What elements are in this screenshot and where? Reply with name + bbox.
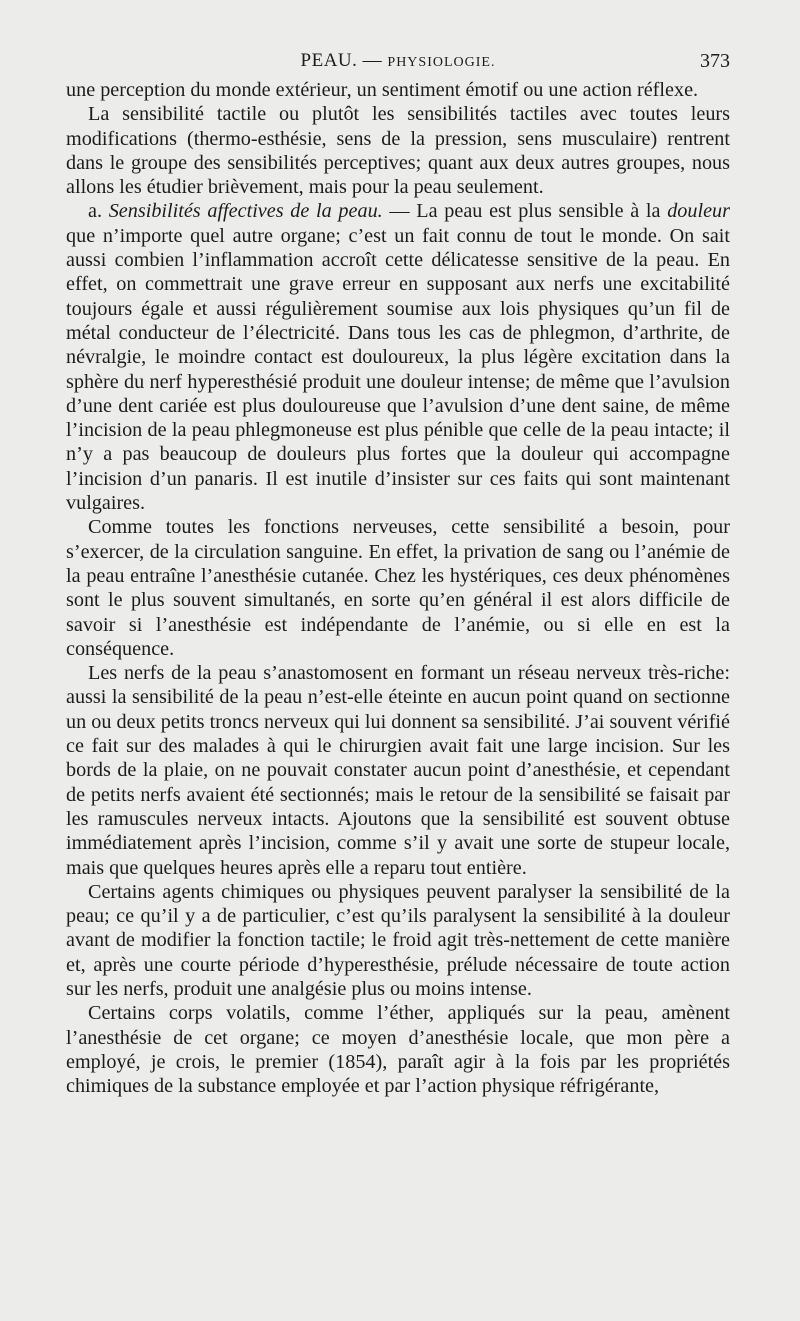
running-head: [66, 44, 730, 78]
body-text: [66, 78, 730, 1098]
paragraph-4: Comme toutes les fonctions nerveuses, cette sensibilité a besoin, pour s’exercer, de la circulation sanguine. En effet, la privation de sang ou l’anémie de la peau entraîne l’anesthésie cutanée. Chez les hystériques, ces deux phénomènes sont le plus souvent simultanés, en sorte qu’en général il est alors difficile de savoir si l’anesthésie est indépendante de l’anémie, ou si elle en est la conséquence.: [66, 516, 730, 660]
paragraph-1: une perception du monde extérieur, un sentiment émotif ou une action réflexe.: [66, 79, 699, 101]
running-title-section: PHYSIOLOGIE.: [387, 55, 496, 70]
paragraph-5: Les nerfs de la peau s’anastomosent en formant un réseau nerveux très-riche: aussi la sensibilité de la peau n’est-elle éteinte en aucun point quand on sectionne un ou deux petits troncs nerveux qui lui donnent sa sensibilité. J’ai souvent vérifié ce fait sur des malades à qui le chirurgien avait fait une large incision. Sur les bords de la plaie, on ne pouvait constater aucun point d’anesthésie, et cependant de petits nerfs avaient été sectionnés; mais le retour de la sensibilité se faisait par les ramuscules nerveux intacts. Ajoutons que la sensibilité est souvent obtuse immédiatement après l’incision, comme s’il y avait une sorte de stupeur locale, mais que quelques heures après elle a reparu tout entière.: [66, 662, 730, 879]
paragraph-2: La sensibilité tactile ou plutôt les sensibilités tactiles avec toutes leurs modifications (thermo-esthésie, sens de la pression, sens musculaire) rentrent dans le groupe des sensibilités perceptives; quant aux deux autres groupes, nous allons les étudier brièvement, mais pour la peau seulement.: [66, 103, 730, 199]
paragraph-6: Certains agents chimiques ou physiques peuvent paralyser la sensibilité de la peau; ce qu’il y a de particulier, c’est qu’ils paralysent la sensibilité à la douleur avant de modifier la fonction tactile; le froid agit très-nettement de cette manière et, après une courte période d’hyperesthésie, prélude nécessaire de toute action sur les nerfs, produit une analgésie plus ou moins intense.: [66, 880, 730, 1000]
paragraph-7: Certains corps volatils, comme l’éther, appliqués sur la peau, amènent l’anesthésie de cet organe; ce moyen d’anesthésie locale, que mon père a employé, je crois, le premier (1854), paraît agir à la fois par les propriétés chimiques de la substance employée et par l’action physique réfrigérante,: [66, 1002, 730, 1098]
paragraph-3-italic-word: douleur: [667, 200, 731, 223]
paragraph-3-heading: Sensibilités affectives de la peau.: [108, 200, 383, 223]
running-title-main: PEAU. —: [300, 50, 388, 71]
paragraph-3-intro: — La peau est plus sensible à la: [382, 200, 668, 223]
page-number: 373: [700, 50, 730, 72]
paragraph-3-lead: a.: [88, 200, 109, 223]
running-title: [66, 44, 730, 80]
paragraph-3: [66, 199, 730, 515]
paragraph-3-text: que n’importe quel autre organe; c’est un fait connu de tout le monde. On sait aussi combien l’inflammation accroît cette délicatesse sensitive de la peau. En effet, on commettrait une grave erreur en supposant aux nerfs une excitabilité toujours égale et aussi régulièrement soumise aux lois physiques qu’un fil de métal conducteur de l’électricité. Dans tous les cas de phlegmon, d’arthrite, de névralgie, le moindre contact est douloureux, la plus légère excitation dans la sphère du nerf hyperesthésié produit une douleur intense; de même que l’avulsion d’une dent cariée est plus douloureuse que l’avulsion d’une dent saine, de même l’incision de la peau phlegmoneuse est plus pénible que celle de la peau intacte; il n’y a pas beaucoup de douleurs plus fortes que la douleur qui accompagne l’incision d’un panaris. Il est inutile d’insister sur ces faits qui sont maintenant vulgaires.: [66, 224, 730, 515]
